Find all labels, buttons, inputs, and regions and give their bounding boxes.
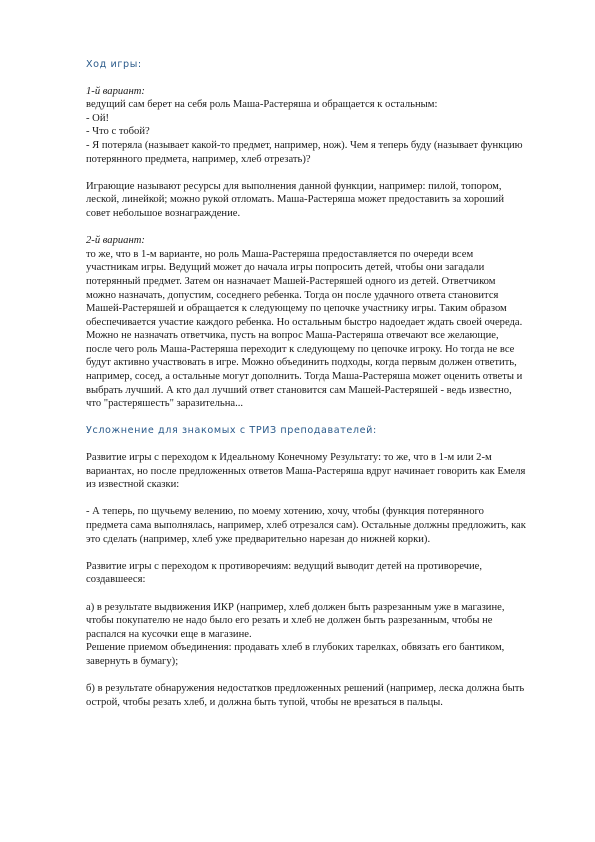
complication-paragraph-4a: а) в результате выдвижения ИКР (например, хлеб должен быть разрезанным уже в магазине, чтобы покупателю не надо было его резать и хлеб не должен быть разрезанным, чтобы не распался на кусочки еще в магазине. (86, 601, 505, 640)
document-page (86, 58, 526, 709)
variant1-line-2: - Ой! (86, 112, 110, 124)
variant2-paragraph-1: то же, что в 1-м варианте, но роль Маша-Растеряша предоставляется по очереди всем участникам игры. Ведущий может до начала игры попросить детей, чтобы они загадали потерянный предмет. Затем он назначает Машей-Растеряшей одного из детей. Ответчиком можно назначать, допустим, соседнего ребенка. Тогда он после удачного ответа становится Машей-Растеряшей и обращается к следующему по цепочке участнику игры. Таким образом обеспечивается участие каждого ребенка. Но остальным быстро надоедает ждать своей очереда. (86, 248, 523, 328)
variant1-title: 1-й вариант: (86, 85, 145, 97)
complication-paragraph-4b: Решение приемом объединения: продавать хлеб в глубоких тарелках, обвязать его бантиком, завернуть в бумагу); (86, 642, 505, 667)
variant1-line-1: ведущий сам берет на себя роль Маша-Растеряша и обращается к остальным: (86, 99, 438, 111)
spacer (86, 166, 526, 180)
spacer (86, 492, 526, 506)
variant1-line-4: - Я потеряла (называет какой-то предмет, например, нож). Чем я теперь буду (называет функцию потерянного предмета, например, хлеб отрезать)? (86, 139, 523, 165)
section-heading-triz: Усложнение для знакомых с ТРИЗ преподавателей: (86, 425, 377, 437)
spacer (86, 669, 526, 683)
variant1-line-3: - Что с тобой? (86, 126, 150, 138)
variant2-paragraph-2: Можно не назначать ответчика, пусть на вопрос Маша-Растеряша отвечают все желающие, после чего роль Маша-Растеряша переходит к следующему по цепочке игроку. Но тогда не все будут активно участвовать в игре. Можно объединить подходы, когда первым должен ответить, например, сосед, а остальные могут дополнить. Тогда Маша-Растеряша может оценить ответы и выбрать лучший. А кто дал лучший ответ становится сам Машей-Растеряшей - ведь известно, что "растеряшесть" заразительна... (86, 330, 523, 410)
spacer (86, 546, 526, 560)
complication-paragraph-3: Развитие игры с переходом к противоречиям: ведущий выводит детей на противоречие, создавшееся: (86, 560, 483, 586)
spacer (86, 71, 526, 85)
spacer (86, 221, 526, 235)
spacer (86, 437, 526, 451)
spacer (86, 587, 526, 601)
spacer (86, 411, 526, 425)
variant1-paragraph: Играющие называют ресурсы для выполнения данной функции, например: пилой, топором, леской, линейкой; можно рукой отломать. Маша-Растеряша может предоставить за хороший совет небольшое вознаграждение. (86, 180, 505, 219)
complication-paragraph-5: б) в результате обнаружения недостатков предложенных решений (например, леска должна быть острой, чтобы резать хлеб, и должна быть тупой, чтобы не врезаться в пальцы. (86, 683, 525, 708)
variant2-title: 2-й вариант: (86, 235, 145, 247)
complication-paragraph-2: - А теперь, по щучьему велению, по моему хотению, хочу, чтобы (функция потерянного предмета сама выполнялась, например, хлеб отрезался сам). Остальные должны предложить, как это сделать (например, хлеб уже предварительно нарезан до нижней корки). (86, 506, 526, 545)
section-heading-game-flow: Ход игры: (86, 59, 142, 70)
complication-paragraph-1: Развитие игры с переходом к Идеальному Конечному Результату: то же, что в 1-м или 2-м вариантах, но после предложенных ответов Маша-Растеряша вдруг начинает говорить как Емеля из известной сказки: (86, 452, 526, 491)
